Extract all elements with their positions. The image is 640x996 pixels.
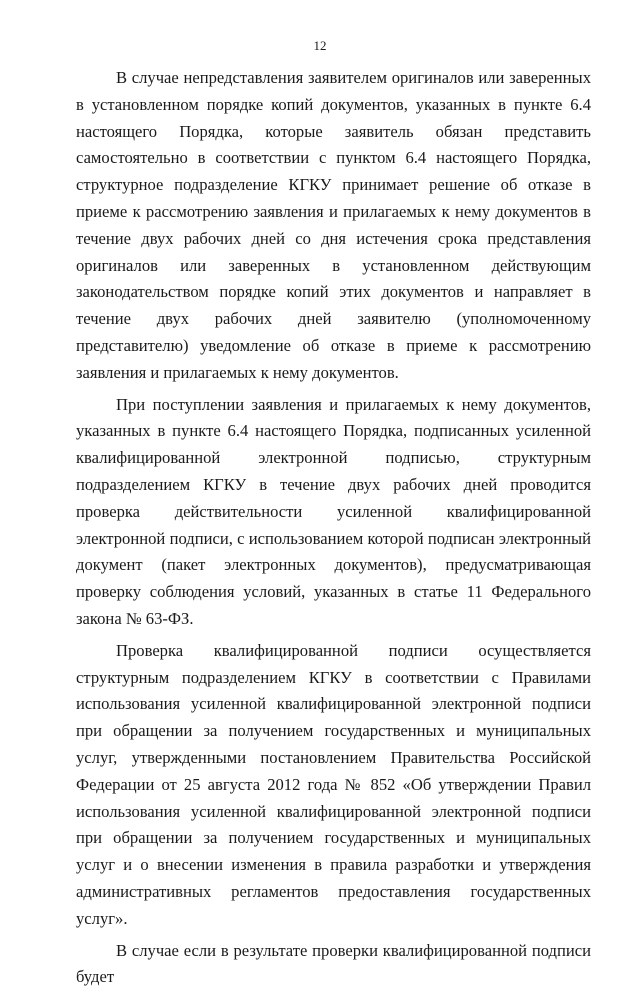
paragraph: При поступлении заявления и прилагаемых к нему документов, указанных в пункте 6.4 настоящего Порядка, подписанных усиленной квалифицированной электронной подписью, структурным подразделением КГКУ в течение двух рабочих дней проводится проверка действительности усиленной квалифицированной электронной подписи, с использованием которой подписан электронный документ (пакет электронных документов), предусматривающая проверку соблюдения условий, указанных в статье 11 Федерального закона № 63-ФЗ. <box>76 394 591 628</box>
page-number: 12 <box>313 38 327 53</box>
paragraph: В случае если в результате проверки квалифицированной подписи будет <box>76 940 591 987</box>
paragraph: В случае непредставления заявителем оригиналов или заверенных в установленном порядке копий документов, указанных в пункте 6.4 настоящего Порядка, которые заявитель обязан представить самостоятельно в соответствии с пунктом 6.4 настоящего Порядка, структурное подразделение КГКУ принимает решение об отказе в приеме к рассмотрению заявления и прилагаемых к нему документов в течение двух рабочих дней со дня истечения срока представления оригиналов или заверенных в установленном действующим законодательством порядке копий этих документов и направляет в течение двух рабочих дней заявителю (уполномоченному представителю) уведомление об отказе в приеме к рассмотрению заявления и прилагаемых к нему документов. <box>76 68 591 382</box>
paragraph: Проверка квалифицированной подписи осуществляется структурным подразделением КГКУ в соответствии с Правилами использования усиленной квалифицированной электронной подписи при обращении за получением государственных и муниципальных услуг, утвержденными постановлением Правительства Российской Федерации от 25 августа 2012 года № 852 «Об утверждении Правил использования усиленной квалифицированной электронной подписи при обращении за получением государственных и муниципальных услуг и о внесении изменения в правила разработки и утверждения административных регламентов предоставления государственных услуг». <box>76 640 591 928</box>
document-body <box>76 65 591 996</box>
